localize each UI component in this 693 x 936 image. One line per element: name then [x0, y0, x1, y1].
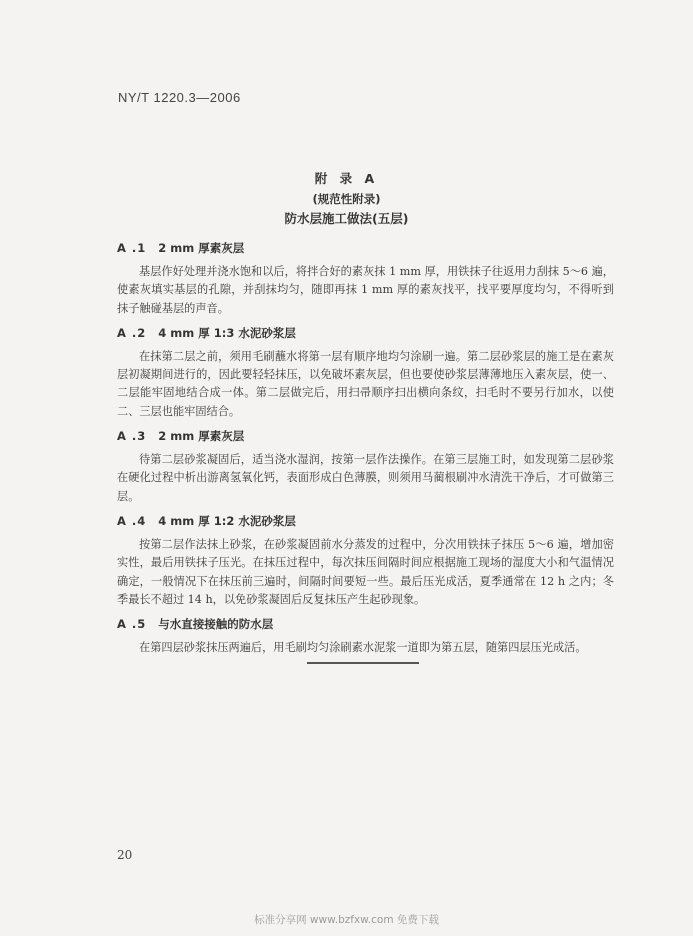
- document-body: [117, 240, 614, 664]
- page-number: 20: [117, 848, 133, 862]
- section-paragraph: 基层作好处理并浇水饱和以后，将拌合好的素灰抹 1 mm 厚，用铁抹子往返用力刮抹 5～6 遍，使素灰填实基层的孔隙，并刮抹均匀，随即再抹 1 mm 厚的素灰找平，找平要厚度均匀，不得听到抹子触碰基层的声音。: [117, 265, 614, 315]
- section-heading: [117, 513, 614, 529]
- appendix-title: 防水层施工做法(五层): [284, 211, 409, 226]
- section-number: A .2: [117, 325, 147, 340]
- section-number: A .1: [117, 241, 147, 255]
- section-a3: [117, 428, 614, 506]
- section-paragraph: 在第四层砂浆抹压两遍后，用毛刷均匀涂刷素水泥浆一道即为第五层，随第四层压光成活。: [139, 641, 587, 655]
- section-heading: [117, 325, 614, 341]
- section-a4: [117, 513, 614, 609]
- section-number: A .4: [117, 513, 147, 528]
- section-paragraph: 待第二层砂浆凝固后，适当浇水湿润，按第一层作法操作。在第三层施工时，如发现第二层砂浆在硬化过程中析出游离氢氧化钙，表面形成白色薄膜，则须用马蔺根刷冲水清洗干净后，才可做第三层。: [117, 453, 614, 503]
- section-heading: [117, 616, 614, 632]
- section-a5: [117, 616, 614, 657]
- section-paragraph: 在抹第二层之前，须用毛刷蘸水将第一层有顺序地均匀涂刷一遍。第二层砂浆层的施工是在素灰层初凝期间进行的，因此要轻轻抹压，以免破坏素灰层，但也要使砂浆层薄薄地压入素灰层，使一、二层能牢固地结合成一体。第二层做完后，用扫帚顺序扫出横向条纹，扫毛时不要另行加水，以使二、三层也能牢固结合。: [117, 349, 614, 418]
- section-heading: [117, 428, 614, 444]
- section-a1: [117, 240, 614, 318]
- section-number: A .3: [117, 429, 147, 444]
- section-number: A .5: [117, 617, 147, 632]
- section-title: 2 mm 厚素灰层: [158, 429, 245, 444]
- watermark: 标准分享网 www.bzfxw.com 免费下载: [254, 914, 439, 926]
- section-title: 4 mm 厚 1:3 水泥砂浆层: [158, 325, 296, 340]
- section-heading: [117, 240, 614, 256]
- section-a2: [117, 325, 614, 421]
- section-title: 2 mm 厚素灰层: [158, 241, 245, 255]
- section-paragraph: 按第二层作法抹上砂浆，在砂浆凝固前水分蒸发的过程中，分次用铁抹子抹压 5～6 遍，增加密实性，最后用铁抹子压光。在抹压过程中，每次抹压间隔时间应根据施工现场的湿度大小和气温情况确定，一般情况下在抹压前三遍时，间隔时间要短一些。最后压光成活，夏季通常在 12 h 之内；冬季最长不超过 14 h，以免砂浆凝固后反复抹压产生起砂现象。: [117, 537, 614, 606]
- standard-code: NY/T 1220.3—2006: [118, 90, 241, 105]
- section-title: 4 mm 厚 1:2 水泥砂浆层: [158, 513, 296, 528]
- appendix-heading: [0, 170, 693, 228]
- appendix-label: 附 录 A: [314, 171, 379, 186]
- end-rule: [307, 662, 419, 664]
- appendix-type: (规范性附录): [312, 192, 381, 206]
- section-title: 与水直接接触的防水层: [158, 617, 274, 632]
